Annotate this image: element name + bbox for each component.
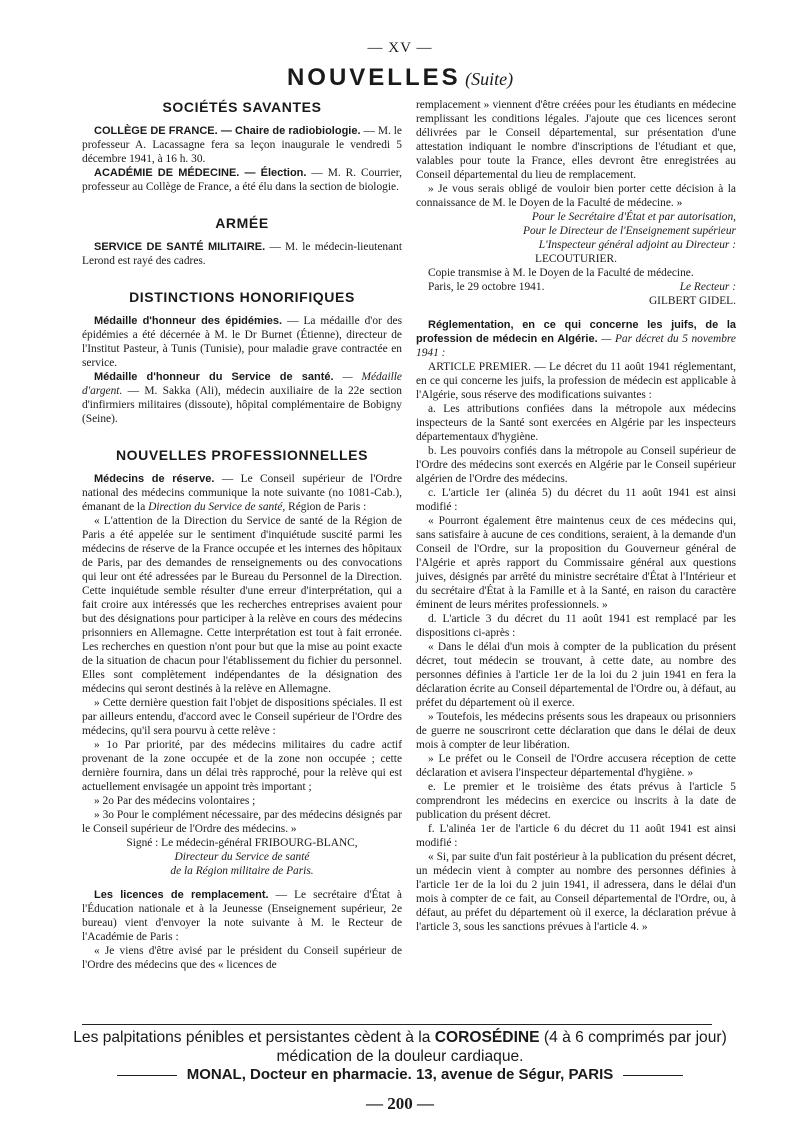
ad-line-1-post: (4 à 6 comprimés par jour) xyxy=(543,1029,727,1046)
sign-lecouturier: LECOUTURIER. xyxy=(535,253,617,265)
paragraph-college xyxy=(82,124,402,166)
recteur-name: GILBERT GIDEL. xyxy=(648,295,736,307)
text-academie: — M. R. Courrier, professeur au Collège de France, a été élu dans la section de biologie. xyxy=(82,167,402,193)
paragraph-academie xyxy=(82,166,402,194)
section-heading-professionnelles: NOUVELLES PROFESSIONNELLES xyxy=(115,447,369,463)
sign-inspecteur: L'Inspecteur général adjoint au Directeur : xyxy=(538,239,736,251)
item-e: e. Le premier et le troisième des états prévus à l'article 5 comprendront les médecins en exercice ou inscrits à la date de publication du présent décret. xyxy=(416,781,736,821)
sign-directeur: Pour le Directeur de l'Enseignement supérieur xyxy=(522,225,736,237)
label-service-sante: Médaille d'honneur du Service de santé. xyxy=(94,371,334,383)
masthead-title: NOUVELLES xyxy=(286,64,461,91)
item-f-quote: « Si, par suite d'un fait postérieur à la publication du présent décret, un médecin vient à compter au nombre des personnes définies à l'article 1er de la loi du 2 juin 1941, il adressera, dans le délai d'un mois à compter de ce fait, au Conseil départemental de l'Ordre, ou, à défaut, au préfet du département où il exerce, la déclaration prévue à l'article 3, sous les sanctions prévues à l'article 4. » xyxy=(416,851,736,933)
paragraph-reserve-intro xyxy=(82,472,402,514)
continuation-licences-2: » Je vous serais obligé de vouloir bien porter cette décision à la connaissance de M. le Doyen de la Faculté de médecine. » xyxy=(416,183,736,209)
label-licences: Les licences de remplacement. xyxy=(94,889,269,901)
text-armee: — M. le médecin-lieutenant Lerond est rayé des cadres. xyxy=(82,241,402,267)
ad-line-1-pre: Les palpitations pénibles et persistantes cèdent à la xyxy=(73,1029,431,1046)
ad-line-3 xyxy=(70,1066,730,1083)
label-reserve: Médecins de réserve. xyxy=(94,473,215,485)
ad-brand: COROSÉDINE xyxy=(434,1029,540,1046)
quote-reserve-4: » 2o Par des médecins volontaires ; xyxy=(94,795,256,807)
page-number: — 200 — xyxy=(366,1094,434,1113)
text-service-sante: — M. Sakka (Ali), médecin auxiliaire de la 22e section d'infirmiers militaires (dissoute), hôpital complémentaire de Bobigny (Seine). xyxy=(82,385,402,425)
paragraph-armee xyxy=(82,240,402,268)
label-college: COLLÈGE DE FRANCE. — Chaire de radiobiologie. xyxy=(94,125,361,137)
label-reglementation: Réglementation, en ce qui concerne les juifs, de la profession de médecin en Algérie. xyxy=(416,319,736,345)
paragraph-service-sante xyxy=(82,370,402,426)
ad-line-2: médication de la douleur cardiaque. xyxy=(276,1048,524,1065)
italic-medaille-argent: — Médaille d'argent. xyxy=(82,371,402,397)
date-paris: Paris, le 29 octobre 1941. xyxy=(428,281,545,293)
item-c-quote: « Pourront également être maintenus ceux de ces médecins qui, sans satisfaire à aucune de ces conditions, seraient, à la demande d'un Conseil de l'Ordre, sur la proposition du Gouverneur général de l'Algérie et après rapport du Commissaire général aux questions juives, désignés par arrêté du ministre secrétaire d'État à l'Intérieur et du secrétaire d'État à la Famille et à la Santé, en raison du caractère éminent de leurs mérites professionnels. » xyxy=(416,515,736,611)
page-roman-number: — XV — xyxy=(367,40,433,56)
left-column xyxy=(82,96,402,972)
continuation-licences: remplacement » viennent d'être créées pour les étudiants en médecine remplissant les conditions légales. J'ajoute que ces licences seront délivrées par le Conseil départemental, sur présentation d'une attestation indiquant le nombre d'inscriptions de l'étudiant et que, valables pour toute la France, elles devront être enregistrées au Conseil départemental du lieu de remplacement. xyxy=(416,99,736,181)
quote-reserve-3: » 1o Par priorité, par des médecins militaires du cadre actif provenant de la zone occupée et de la zone non occupée ; cette dernière fournira, dans un délai très rapproché, pour la relève qui est actuellement envisagée un appoint très important ; xyxy=(82,739,402,793)
section-heading-distinctions: DISTINCTIONS HONORIFIQUES xyxy=(129,289,355,305)
item-d-quote-2: » Toutefois, les médecins présents sous les drapeaux ou prisonniers de guerre ne souscriront cette déclaration que dans le délai de deux mois à compter de leur libération. xyxy=(416,711,736,751)
signature-line-1: Signé : Le médecin-général FRIBOURG-BLANC, xyxy=(126,837,358,849)
quote-reserve-1: « L'attention de la Direction du Service de santé de la Région de Paris a été appelée sur le sentiment d'inquiétude suscité parmi les médecins de réserve de la France occupée et les internes des hôpitaux de Paris, par des demandes de renseignements ou des convocations qui leur ont été adressées par le Bureau du Personnel de la Direction. Cette inquiétude semble résulter d'une erreur d'interprétation, qui a fait croire aux intéressés que les recherches entreprises avaient pour but des désignations pour participer à la relève en cours des médecins prisonniers en Allemagne. Cette interprétation est tout à fait erronée. Les recherches en question n'ont pour but que la mise au point exacte de la situation de chacun pour l'établissement du fichier du personnel. Elles sont complètement indépendantes de la désignation des médecins qui seront destinés à la relève en Allemagne. xyxy=(82,515,402,695)
article-premier: ARTICLE PREMIER. — Le décret du 11 août 1941 réglementant, en ce qui concerne les juifs, la profession de médecin est applicable à l'Algérie, sous réserve des modifications suivantes : xyxy=(416,361,736,401)
item-f: f. L'alinéa 1er de l'article 6 du décret du 11 août 1941 est ainsi modifié : xyxy=(416,823,736,849)
sign-secretaire: Pour le Secrétaire d'État et par autorisation, xyxy=(531,211,736,223)
ad-address: MONAL, Docteur en pharmacie. 13, avenue de Ségur, PARIS xyxy=(186,1066,614,1083)
paragraph-licences xyxy=(82,888,402,944)
ad-line-1 xyxy=(70,1028,730,1047)
text-reserve-2: Région de Paris : xyxy=(288,501,367,513)
section-heading-societes: SOCIÉTÉS SAVANTES xyxy=(162,99,322,115)
item-a: a. Les attributions confiées dans la métropole aux médecins inspecteurs de la Santé sont exercées en Algérie par les inspecteurs départementaux d'hygiène. xyxy=(416,403,736,443)
text-decret: — Par décret du 5 novembre 1941 : xyxy=(416,333,736,359)
label-epidemies: Médaille d'honneur des épidémies. xyxy=(94,315,283,327)
item-b: b. Les pouvoirs confiés dans la métropole au Conseil supérieur de l'Ordre des médecins sont exercés en Algérie par le Conseil supérieur algérien de l'Ordre des médecins. xyxy=(416,445,736,485)
paragraph-reglementation xyxy=(416,318,736,360)
date-recteur-line xyxy=(416,280,736,294)
text-reserve-1: — Le Conseil supérieur de l'Ordre national des médecins communique la note suivante (no 1081-Cab.), émanant de la xyxy=(82,473,402,513)
masthead xyxy=(0,64,800,92)
right-column xyxy=(416,98,736,934)
signature-line-3: de la Région militaire de Paris. xyxy=(170,865,314,877)
masthead-suite: (Suite) xyxy=(465,69,514,89)
ad-dash-right xyxy=(623,1075,683,1076)
text-college: — M. le professeur A. Lacassagne fera sa leçon inaugurale le vendredi 5 décembre 1941, à 16 h. 30. xyxy=(82,125,402,165)
ad-dash-left xyxy=(117,1075,177,1076)
quote-reserve-2: » Cette dernière question fait l'objet de dispositions spéciales. Il est par ailleurs entendu, d'accord avec le Conseil supérieur de l'Ordre des médecins, qu'il sera pourvu à cette relève : xyxy=(82,697,402,737)
recteur-title: Le Recteur : xyxy=(679,281,736,293)
item-d: d. L'article 3 du décret du 11 août 1941 est remplacé par les dispositions ci-après : xyxy=(416,613,736,639)
ad-top-rule xyxy=(82,1024,712,1025)
text-epidemies: — La médaille d'or des épidémies a été décernée à M. le Dr Burnet (Étienne), directeur de l'Institut Pasteur, à Tunis (Tunisie), pour maladie grave contractée en service. xyxy=(82,315,403,369)
section-heading-armee: ARMÉE xyxy=(215,215,269,231)
paragraph-epidemies xyxy=(82,314,402,370)
quote-reserve-5: » 3o Pour le complément nécessaire, par des médecins désignés par le Conseil supérieur de l'Ordre des médecins. » xyxy=(82,809,402,835)
signature-line-2: Directeur du Service de santé xyxy=(174,851,310,863)
label-armee: SERVICE DE SANTÉ MILITAIRE. xyxy=(94,241,266,253)
item-d-quote-1: « Dans le délai d'un mois à compter de la publication du présent décret, tout médecin se trouvant, à cette date, au nombre des personnes définies à l'article 1er de la loi du 2 juin 1941 en fera la déclaration écrite au Conseil départemental de l'Ordre ou, à défaut, au préfet du département où il exerce. xyxy=(416,641,736,709)
label-academie: ACADÉMIE DE MÉDECINE. — Élection. xyxy=(94,167,307,179)
quote-licences: « Je viens d'être avisé par le président du Conseil supérieur de l'Ordre des médecins que des « licences de xyxy=(82,945,402,971)
text-licences: — Le secrétaire d'État à l'Éducation nationale et à la Jeunesse (Enseignement supérieur, 2e bureau) vient d'envoyer la note suivante à M. le Recteur de l'Académie de Paris : xyxy=(82,889,402,943)
text-reserve-italic: Direction du Service de santé, xyxy=(148,501,286,513)
item-d-quote-3: » Le préfet ou le Conseil de l'Ordre accusera réception de cette déclaration et avisera l'inspecteur départemental d'hygiène. » xyxy=(416,753,736,779)
item-c: c. L'article 1er (alinéa 5) du décret du 11 août 1941 est ainsi modifié : xyxy=(416,487,736,513)
copie-transmise: Copie transmise à M. le Doyen de la Faculté de médecine. xyxy=(428,267,694,279)
